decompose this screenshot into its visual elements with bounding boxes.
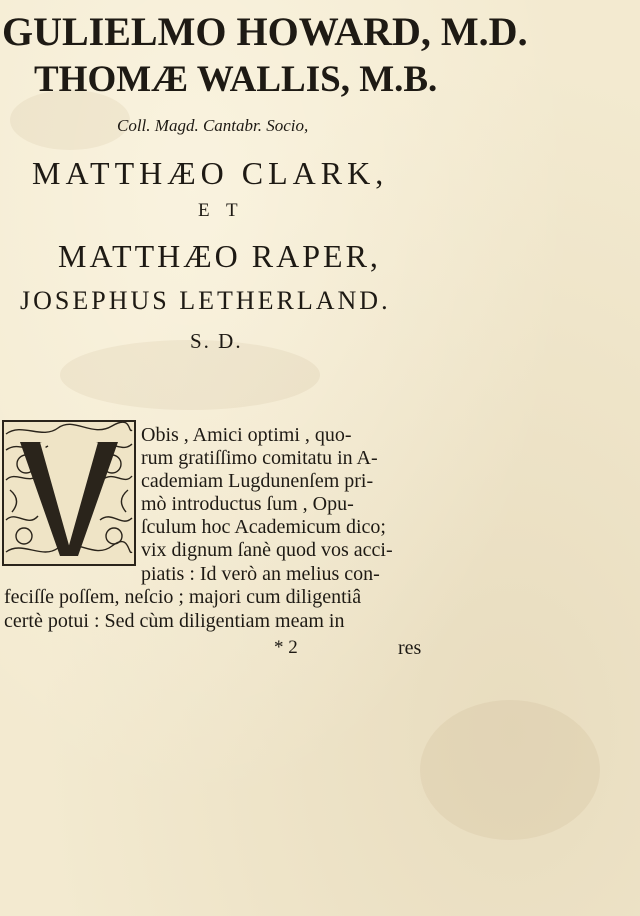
salutation: S. D. (190, 329, 243, 353)
dedicatee-line-4: MATTHÆO RAPER, (58, 238, 381, 274)
text-line: Obis , Amici optimi , quo- (141, 424, 352, 446)
text-line: rum gratiſſimo comitatu in A- (141, 447, 378, 469)
text-line: mò introductus ſum , Opu- (141, 493, 354, 515)
conjunction-et: E T (198, 200, 244, 221)
text-line: ſculum hoc Academicum dico; (141, 516, 386, 538)
paper-stain (420, 700, 600, 840)
dedicatee-line-3: MATTHÆO CLARK, (32, 155, 389, 191)
decorated-initial-v (2, 420, 136, 566)
text-line: vix dignum ſanè quod vos acci- (141, 539, 393, 561)
text-line: certè potui : Sed cùm diligentiam meam in (4, 610, 345, 632)
text-line: cademiam Lugdunenſem pri- (141, 470, 374, 492)
catchword: res (398, 637, 422, 659)
text-line: piatis : Id verò an melius con- (141, 563, 380, 585)
signature-mark: * 2 (274, 637, 298, 658)
dedicatee-affiliation: Coll. Magd. Cantabr. Socio, (117, 116, 309, 135)
dedicatee-line-1: GULIELMO HOWARD, M.D. (2, 9, 528, 54)
text-line: feciſſe poſſem, neſcio ; majori cum diligentiâ (4, 586, 362, 608)
dedicatee-line-2: THOMÆ WALLIS, M.B. (34, 59, 438, 100)
author-name: JOSEPHUS LETHERLAND. (20, 286, 391, 315)
